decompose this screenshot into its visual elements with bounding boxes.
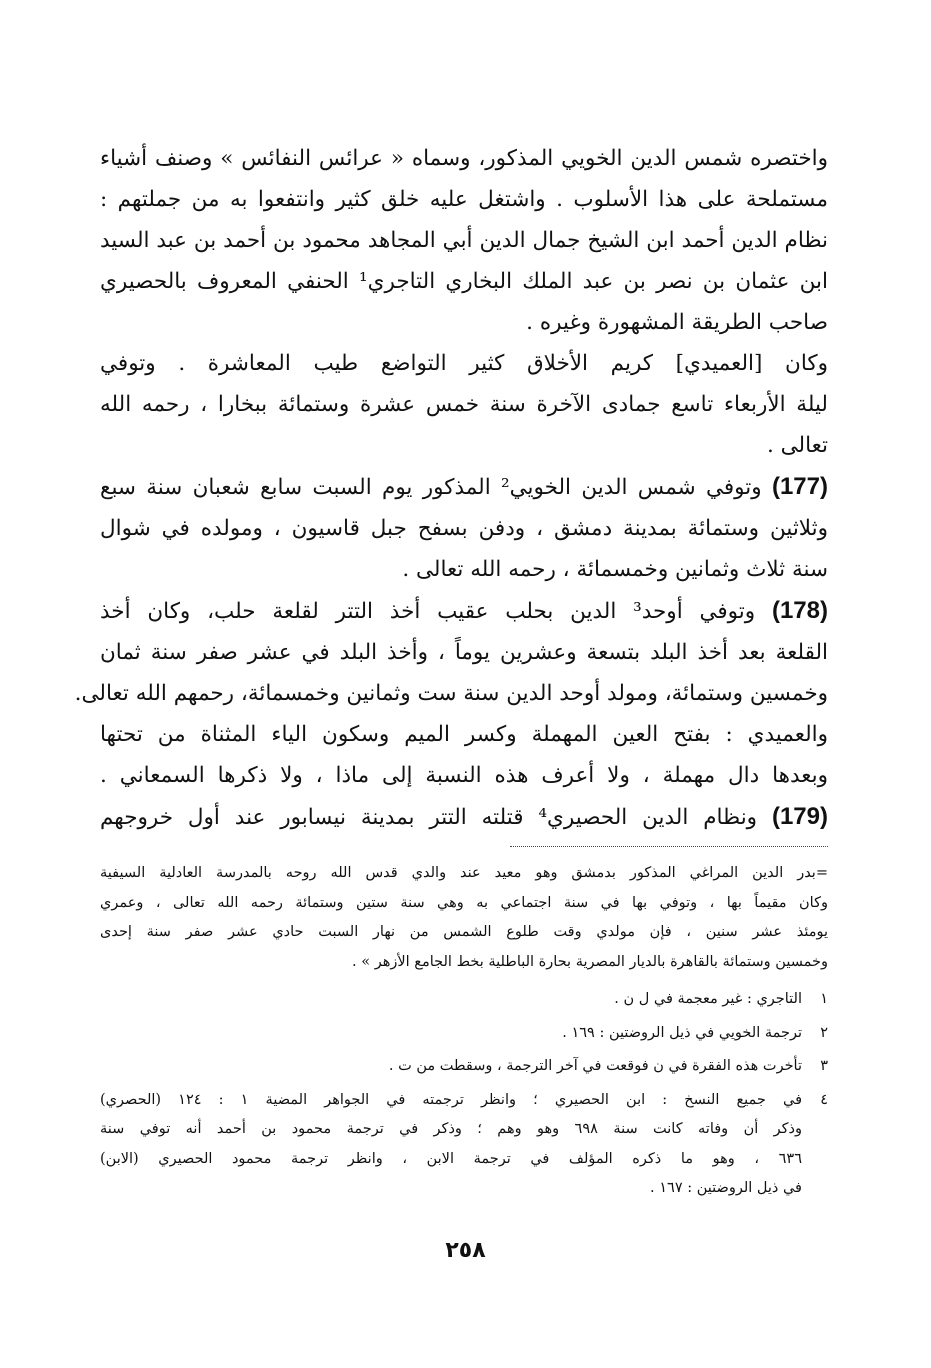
footnote-line: في ذيل الروضتين : ١٦٧ .	[650, 1180, 802, 1196]
paragraph-177-line	[100, 466, 828, 508]
footnote-3	[100, 1052, 828, 1082]
footnotes	[100, 859, 828, 1204]
footnote-continuation-line: وكان مقيماً بها ، وتوفي بها في سنة اجتماعي به وهي سنة ستين وستمائة رحمه الله تعالى ، وعمري	[100, 894, 828, 911]
text-line: سنة ثلاث وثمانين وخمسمائة ، رحمه الله تعالى .	[402, 557, 828, 582]
page-body	[74, 138, 828, 1204]
text-line: وخمسين وستمائة، ومولد أوحد الدين سنة ست وثمانين وخمسمائة، رحمهم الله تعالى.	[74, 681, 828, 706]
paragraph-178-line	[100, 590, 828, 632]
page-number: ٢٥٨	[445, 1238, 486, 1263]
footnote-text: تأخرت هذه الفقرة في ن فوقعت في آخر الترجمة ، وسقطت من ت .	[388, 1058, 802, 1074]
footnote-continuation-line: وخمسين وستمائة بالقاهرة بالديار المصرية بحارة الباطلية بخط الجامع الأزهر » .	[352, 953, 828, 970]
footnote-line: وذكر أن وفاته كانت سنة ٦٩٨ وهو وهم ؛ وذكر في ترجمة محمود بن أحمد أنه توفي سنة	[100, 1121, 803, 1137]
main-text	[74, 138, 828, 838]
footnote-number: ١	[820, 991, 828, 1007]
footnote-1	[100, 985, 828, 1015]
footnote-text: التاجري : غير معجمة في ل ن .	[614, 991, 802, 1007]
paragraph-number: (179)	[771, 803, 828, 830]
text-line: ليلة الأربعاء تاسع جمادى الآخرة سنة خمس عشرة وستمائة ببخارا ، رحمه الله	[100, 392, 828, 417]
text-line: وتوفي أوحد³ الدين بحلب عقيب أخذ التتر لقلعة حلب، وكان أخذ	[100, 599, 756, 624]
paragraph-179-line	[100, 796, 828, 838]
text-line: والعميدي : بفتح العين المهملة وكسر الميم وسكون الياء المثناة من تحتها	[100, 722, 828, 747]
paragraph-number: (178)	[771, 597, 828, 624]
text-line: واختصره شمس الدين الخويي المذكور، وسماه « عرائس النفائس » وصنف أشياء	[100, 146, 828, 171]
text-line: نظام الدين أحمد ابن الشيخ جمال الدين أبي المجاهد محمود بن أحمد بن عبد السيد	[100, 228, 828, 253]
footnote-continuation-line: يومئذ عشر سنين ، فإن مولدي وقت طلوع الشمس من نهار السبت حادي عشر صفر سنة إحدى	[100, 924, 828, 940]
footnote-number: ٣	[820, 1058, 828, 1074]
footnote-continuation-line: =بدر الدين المراغي المذكور بدمشق وهو معيد عند والدي قدس الله روحه بالمدرسة العادلية السيفية	[100, 865, 828, 881]
footnote-text: ترجمة الخويي في ذيل الروضتين : ١٦٩ .	[562, 1024, 802, 1041]
text-line: صاحب الطريقة المشهورة وغيره .	[526, 310, 828, 335]
footnote-2	[100, 1019, 828, 1049]
text-line: وتوفي شمس الدين الخويي² المذكور يوم السبت سابع شعبان سنة سبع	[100, 475, 762, 500]
text-line: ونظام الدين الحصيري⁴ قتلته التتر بمدينة نيسابور عند أول خروجهم	[100, 805, 758, 830]
text-line: وبعدها دال مهملة ، ولا أعرف هذه النسبة إلى ماذا ، ولا ذكرها السمعاني .	[100, 763, 828, 788]
footnote-number: ٢	[820, 1024, 828, 1041]
footnote-number: ٤	[820, 1091, 828, 1108]
footnote-4	[100, 1086, 828, 1204]
text-line: ابن عثمان بن نصر بن عبد الملك البخاري التاجري¹ الحنفي المعروف بالحصيري	[100, 269, 828, 294]
footnote-divider	[510, 846, 828, 847]
text-line: تعالى .	[766, 433, 828, 458]
footnote-line: ٦٣٦ ، وهو ما ذكره المؤلف في ترجمة الابن ، وانظر ترجمة محمود الحصيري (الابن)	[100, 1150, 802, 1167]
footnote-text	[100, 1086, 802, 1204]
text-line: مستملحة على هذا الأسلوب . واشتغل عليه خلق كثير وانتفعوا به من جملتهم :	[100, 187, 828, 212]
footnote-line: في جميع النسخ : ابن الحصيري ؛ وانظر ترجمته في الجواهر المضية ١ : ١٢٤ (الحصري)	[100, 1091, 803, 1108]
text-line: وثلاثين وستمائة بمدينة دمشق ، ودفن بسفح جبل قاسيون ، ومولده في شوال	[100, 516, 828, 541]
paragraph-number: (177)	[771, 473, 828, 500]
text-line: وكان [العميدي] كريم الأخلاق كثير التواضع طيب المعاشرة . وتوفي	[100, 351, 828, 376]
text-line: القلعة بعد أخذ البلد بتسعة وعشرين يوماً ، وأخذ البلد في عشر صفر سنة ثمان	[100, 640, 828, 665]
